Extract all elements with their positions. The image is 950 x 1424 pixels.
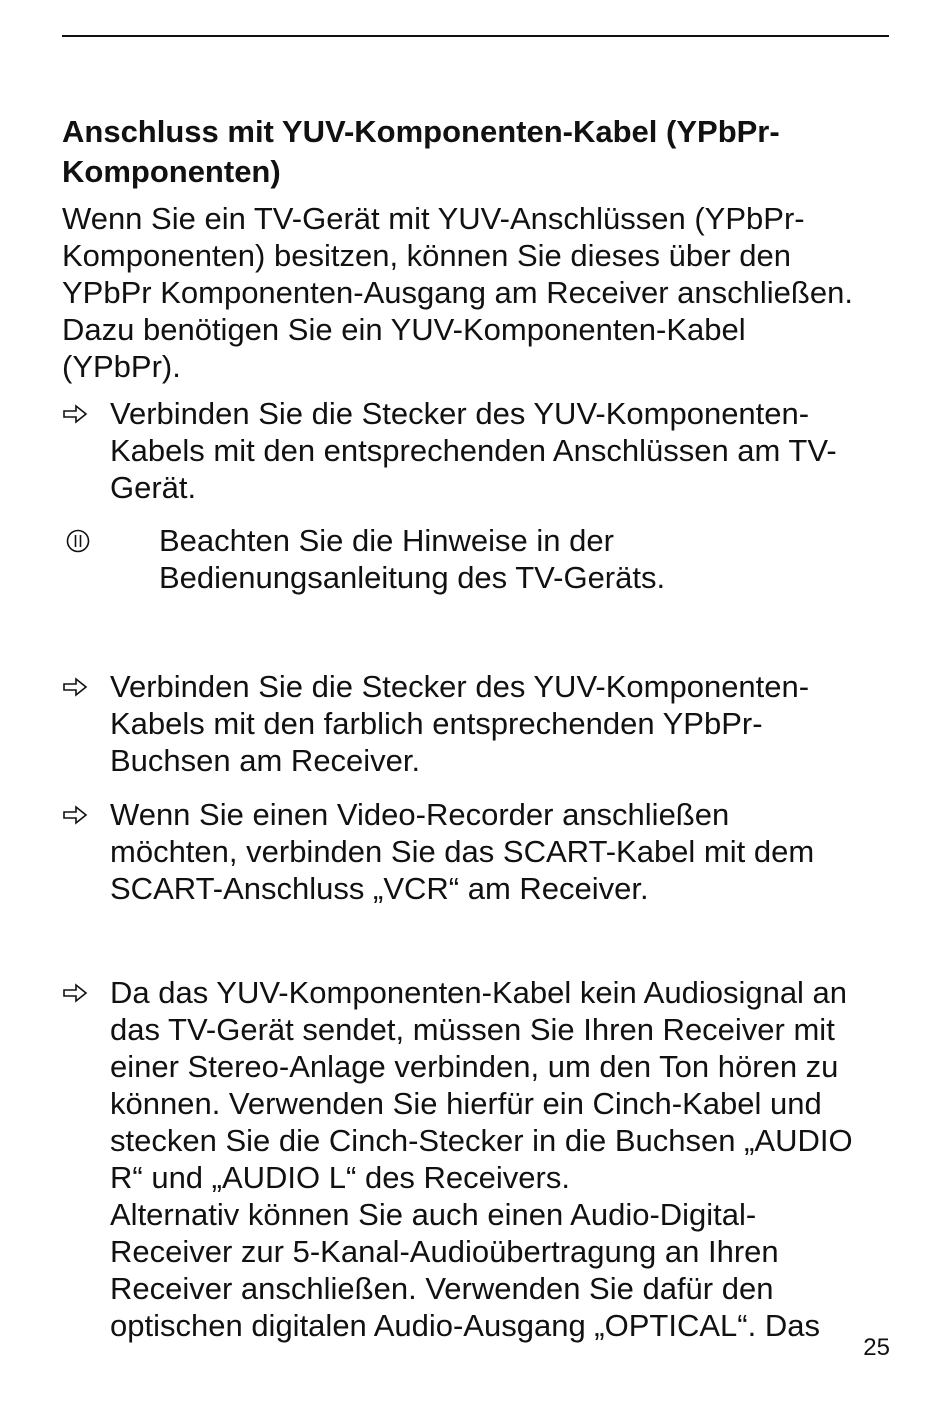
arrow-icon bbox=[62, 983, 88, 1003]
instruction-step bbox=[62, 974, 902, 1344]
intro-paragraph bbox=[62, 200, 902, 385]
note-block bbox=[62, 522, 902, 596]
text-line: Receiver zur 5-Kanal-Audioübertragung an Ihren bbox=[110, 1234, 779, 1269]
text-line: Da das YUV-Komponenten-Kabel kein Audiosignal an bbox=[110, 975, 848, 1010]
text-line: Bedienungsanleitung des TV-Geräts. bbox=[159, 560, 666, 595]
text-line: Gerät. bbox=[110, 470, 197, 505]
heading-line: Anschluss mit YUV-Komponenten-Kabel (YPbPr- bbox=[62, 114, 780, 149]
text-line: R“ und „AUDIO L“ des Receivers. bbox=[110, 1160, 570, 1195]
heading-line: Komponenten) bbox=[62, 154, 281, 189]
text-line: Komponenten) besitzen, können Sie dieses über den bbox=[62, 238, 791, 273]
text-line: Wenn Sie ein TV-Gerät mit YUV-Anschlüssen (YPbPr- bbox=[62, 201, 805, 236]
text-line: SCART-Anschluss „VCR“ am Receiver. bbox=[110, 871, 649, 906]
text-line: Dazu benötigen Sie ein YUV-Komponenten-Kabel bbox=[62, 312, 746, 347]
text-line: einer Stereo-Anlage verbinden, um den Ton hören zu bbox=[110, 1049, 839, 1084]
arrow-icon bbox=[62, 677, 88, 697]
text-line: Beachten Sie die Hinweise in der bbox=[159, 523, 614, 558]
top-rule bbox=[62, 35, 889, 37]
page-number: 25 bbox=[863, 1334, 890, 1361]
text-line: Alternativ können Sie auch einen Audio-Digital- bbox=[110, 1197, 757, 1232]
section-heading bbox=[62, 112, 902, 192]
instruction-step bbox=[62, 395, 902, 506]
instruction-step bbox=[62, 796, 902, 907]
text-line: stecken Sie die Cinch-Stecker in die Buchsen „AUDIO bbox=[110, 1123, 853, 1158]
text-line: Kabels mit den entsprechenden Anschlüssen am TV- bbox=[110, 433, 837, 468]
info-icon bbox=[66, 529, 90, 553]
text-line: Kabels mit den farblich entsprechenden YPbPr- bbox=[110, 706, 763, 741]
text-line: Buchsen am Receiver. bbox=[110, 743, 421, 778]
text-line: Receiver anschließen. Verwenden Sie dafür den bbox=[110, 1271, 774, 1306]
text-line: YPbPr Komponenten-Ausgang am Receiver anschließen. bbox=[62, 275, 853, 310]
instruction-step bbox=[62, 668, 902, 779]
arrow-icon bbox=[62, 404, 88, 424]
arrow-icon bbox=[62, 805, 88, 825]
text-line: (YPbPr). bbox=[62, 349, 181, 384]
text-line: Verbinden Sie die Stecker des YUV-Komponenten- bbox=[110, 669, 810, 704]
text-line: möchten, verbinden Sie das SCART-Kabel mit dem bbox=[110, 834, 815, 869]
text-line: das TV-Gerät sendet, müssen Sie Ihren Receiver mit bbox=[110, 1012, 835, 1047]
text-line: Wenn Sie einen Video-Recorder anschließen bbox=[110, 797, 730, 832]
text-line: Verbinden Sie die Stecker des YUV-Komponenten- bbox=[110, 396, 810, 431]
text-line: können. Verwenden Sie hierfür ein Cinch-Kabel und bbox=[110, 1086, 822, 1121]
text-line: optischen digitalen Audio-Ausgang „OPTICAL“. Das bbox=[110, 1308, 820, 1343]
